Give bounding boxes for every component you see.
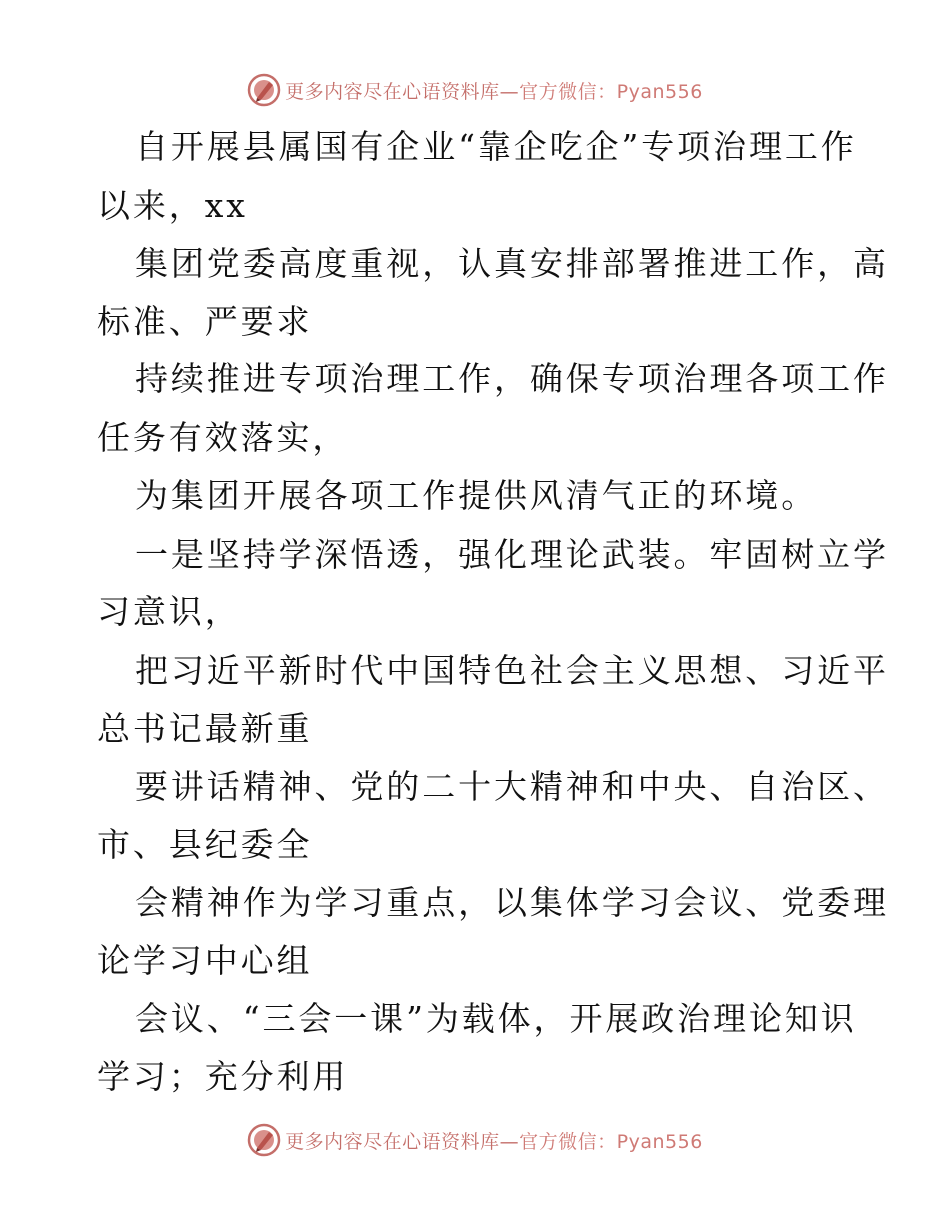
text-line: 论学习中心组 xyxy=(97,941,313,980)
text-line: 一是坚持学深悟透，强化理论武装。牢固树立学 xyxy=(135,535,889,574)
text-line: 持续推进专项治理工作，确保专项治理各项工作 xyxy=(135,359,889,398)
text-line: 习意识， xyxy=(97,592,241,631)
text-line: 要讲话精神、党的二十大精神和中央、自治区、 xyxy=(135,767,889,806)
banner-account-text: 官方微信：Pyan556 xyxy=(519,1130,703,1153)
text-line: 集团党委高度重视，认真安排部署推进工作，高 xyxy=(135,244,889,283)
text-line: 以来，xx xyxy=(97,186,248,225)
footer-banner xyxy=(0,1120,950,1160)
pen-logo-icon xyxy=(247,1123,281,1157)
text-line: 为集团开展各项工作提供风清气正的环境。 xyxy=(135,476,818,515)
text-line: 学习；充分利用 xyxy=(97,1057,349,1096)
banner-main-text: 更多内容尽在心语资料库 xyxy=(285,1130,500,1153)
text-line: 把习近平新时代中国特色社会主义思想、习近平 xyxy=(135,651,889,690)
text-line: 会精神作为学习重点，以集体学习会议、党委理 xyxy=(135,883,889,922)
text-line: 标准、严要求 xyxy=(97,302,313,341)
banner-separator: — xyxy=(499,1130,520,1153)
banner-main-text: 更多内容尽在心语资料库 xyxy=(285,80,500,103)
banner-separator: — xyxy=(499,80,520,103)
text-line: 市、县纪委全 xyxy=(97,825,313,864)
text-line: 任务有效落实， xyxy=(97,418,349,457)
banner-account-text: 官方微信：Pyan556 xyxy=(519,80,703,103)
text-line: 会议、“三会一课”为载体，开展政治理论知识 xyxy=(135,999,857,1038)
text-line: 自开展县属国有企业“靠企吃企”专项治理工作 xyxy=(135,127,857,166)
text-line: 总书记最新重 xyxy=(97,709,313,748)
